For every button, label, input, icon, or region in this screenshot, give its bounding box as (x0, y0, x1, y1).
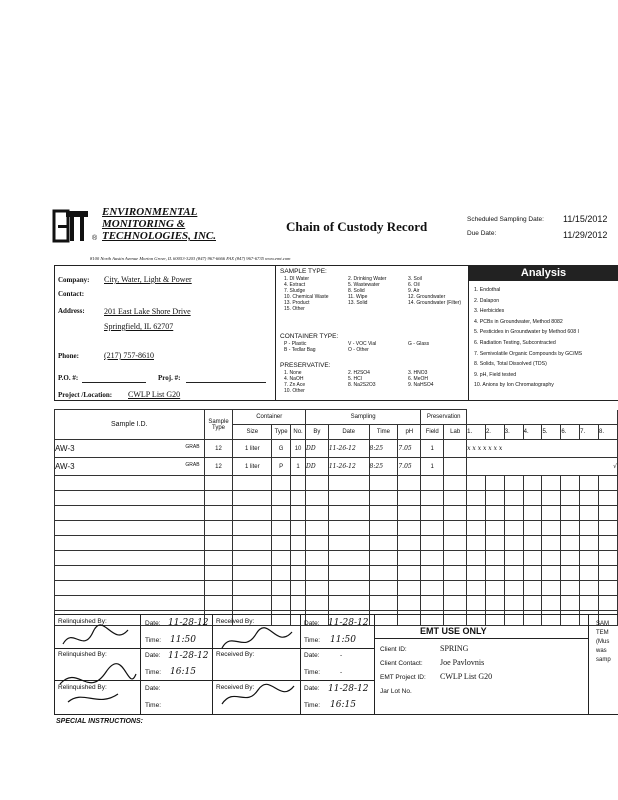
rc1-date: 11-28-12 (328, 618, 369, 628)
relinquished-label-2: Relinquished By: (58, 651, 107, 658)
client-id-value: SPRING (440, 644, 469, 653)
po-label: P.O. #: (58, 374, 79, 382)
rc1-time: 11:50 (330, 635, 356, 645)
container-type-list: P - Plastic V - VOC Vial G - Glass B - Tedlar Bag O - Other (284, 341, 430, 353)
receiver-signature (218, 624, 298, 710)
analysis-list: 1. Endothal 2. Dalapon 3. Herbicides 4. PCBs in Groundwater, Method 8082 5. Pesticides in Groundwater by Method 608 I 6. Radiation Testing, Subcontracted 7. Semivolatile Organic Compounds by GC/MS 8. Solids, Total Dissolved (TDS) 9. pH, Field tested 10. Anions by Ion Chromatography (474, 287, 583, 389)
preservative-title: PRESERVATIVE: (280, 362, 331, 369)
r1-time: 11:50 (170, 635, 196, 645)
client-contact-value: Joe Pavlovnis (440, 658, 485, 667)
table-row (55, 551, 618, 566)
relinquished-label-3: Relinquished By: (58, 684, 107, 691)
company-value: City, Water, Light & Power (104, 275, 192, 284)
project-value: CWLP List G20 (128, 390, 181, 399)
project-id-value: CWLP List G20 (440, 672, 493, 681)
company-logo (52, 207, 92, 245)
table-row (55, 581, 618, 596)
address-line2: Springfield, IL 62707 (104, 322, 174, 331)
table-row (55, 506, 618, 521)
emt-use-title: EMT USE ONLY (420, 626, 487, 636)
rc3-date: 11-28-12 (328, 684, 369, 694)
preservative-list: 1. None 2. H2SO4 3. HNO3 4. NaOH 5. HCl 6. MeOH 7. Zn Ace 8. Na2S2O3 9. NaHSO4 10. Other (284, 370, 434, 394)
registered-mark: ® (92, 235, 98, 242)
hdr-sample-id: Sample I.D. (55, 410, 205, 440)
company-address: 8100 North Austin Avenue Morton Grove, IL 60053-3203 (847) 967-6666 FAX (847) 967-6735 www.emt.com (90, 256, 291, 261)
container-type-title: CONTAINER TYPE: (280, 333, 339, 340)
received-label-1: Received By: (216, 618, 255, 625)
received-label-2: Received By: (216, 651, 255, 658)
r1-date: 11-28-12 (168, 618, 209, 628)
table-row (55, 521, 618, 536)
rc2-date: - (340, 652, 343, 659)
form-title: Chain of Custody Record (286, 219, 428, 234)
rc3-time: 16:15 (330, 700, 356, 710)
hdr-sampling: Sampling (306, 410, 421, 425)
company-label: Company: (58, 276, 90, 284)
relinquished-label-1: Relinquished By: (58, 618, 107, 625)
phone-label: Phone: (58, 352, 79, 360)
contact-label: Contact: (58, 290, 85, 298)
proj-label: Proj. #: (158, 374, 181, 382)
table-row (55, 566, 618, 581)
analysis-header: Analysis (469, 266, 618, 281)
rc2-time: - (340, 669, 343, 676)
table-row (55, 476, 618, 491)
special-instructions-label: SPECIAL INSTRUCTIONS: (56, 718, 143, 725)
sample-type-list: 1. DI Water 2. Drinking Water 3. Soil 4. Extract 5. Wastewater 6. Oil 7. Sludge 8. Solid 9. Air 10. Chemical Waste 11. Wipe 12. Groundwater 13. Product 13. Solid 14. Groundwater (Filter) 15. Other (284, 276, 462, 312)
received-label-3: Received By: (216, 684, 255, 691)
due-label: Due Date: (467, 230, 497, 237)
table-row: AW-3 GRAB 12 1 liter P 1 DD 11-26-12 8:25 7.05 1 √ (55, 458, 618, 476)
table-row (55, 491, 618, 506)
table-row (55, 536, 618, 551)
scheduled-value: 11/15/2012 (563, 214, 608, 224)
r2-date: 11-28-12 (168, 651, 209, 661)
table-row: AW-3 GRAB 12 1 liter G 10 DD 11-26-12 8:25 7.05 1 x x x x x x x (55, 440, 618, 458)
sample-table: Sample I.D. Sample Type Container Sampling Preservation Size Type No. By Date Time pH Field Lab 1. 2. 3. 4. 5. 6. 7. 8. AW-3 GRAB 12 1 liter G 10 DD 11-26-12 8:25 7.05 1 x x x x x x x AW-3 GRAB 12 1 liter P 1 DD 11-26-12 8:25 7.05 1 √ (54, 409, 618, 626)
table-row (55, 596, 618, 611)
hdr-sample-type: Sample Type (204, 410, 233, 440)
address-label: Address: (58, 307, 85, 315)
address-line1: 201 East Lake Shore Drive (104, 307, 191, 316)
relinquisher-signature (58, 624, 138, 710)
company-name: ENVIRONMENTAL MONITORING & TECHNOLOGIES, INC. (102, 206, 216, 242)
project-label: Project /Location: (58, 391, 113, 399)
hdr-preservation: Preservation (421, 410, 467, 425)
scheduled-label: Scheduled Sampling Date: (467, 216, 544, 223)
r2-time: 16:15 (170, 667, 196, 677)
due-value: 11/29/2012 (563, 230, 608, 240)
phone-value: (217) 757-8610 (104, 351, 154, 360)
hdr-container: Container (233, 410, 306, 425)
right-cut-text: SAM TEM (Mus was samp (596, 621, 611, 663)
sample-type-title: SAMPLE TYPE: (280, 268, 327, 275)
